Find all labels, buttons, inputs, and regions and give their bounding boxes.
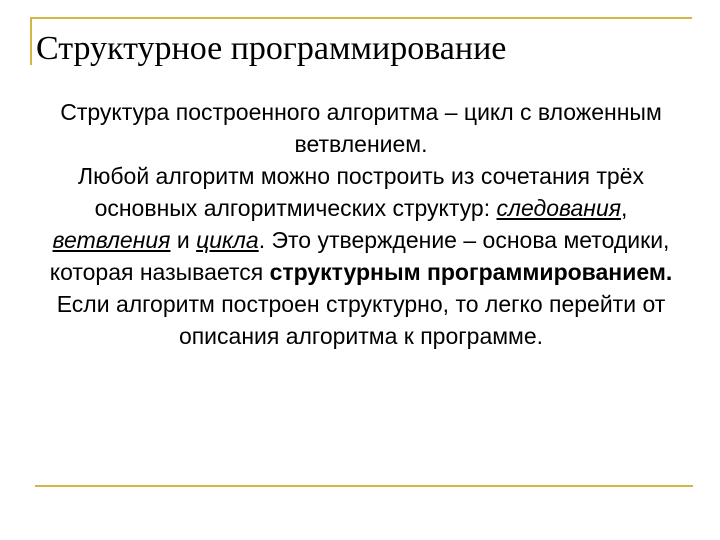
paragraph-structure: Структура построенного алгоритма – цикл с вложенным ветвлением. bbox=[60, 99, 662, 157]
paragraph-structures-list bbox=[36, 160, 686, 288]
separator-and: и bbox=[170, 227, 197, 253]
slide-title: Структурное программирование bbox=[36, 30, 507, 67]
top-border-line bbox=[30, 17, 692, 19]
paragraph-intro-text: Любой алгоритм можно построить из сочетания трёх основных алгоритмических структур: bbox=[78, 163, 644, 221]
paragraph-conclusion: Если алгоритм построен структурно, то легко перейти от описания алгоритма к программе. bbox=[56, 291, 666, 349]
structured-programming-term: структурным программированием. bbox=[269, 259, 673, 285]
slide-body bbox=[36, 96, 686, 352]
bottom-border-line bbox=[35, 485, 693, 487]
left-border-line bbox=[30, 17, 32, 65]
term-branch-link[interactable]: ветвления bbox=[52, 227, 171, 253]
paragraph-middle-text: . Это утверждение – основа методики, которая называется bbox=[49, 227, 670, 285]
separator-comma: , bbox=[621, 195, 628, 221]
term-loop-link[interactable]: цикла bbox=[196, 227, 259, 253]
term-sequence-link[interactable]: следования bbox=[496, 195, 622, 221]
